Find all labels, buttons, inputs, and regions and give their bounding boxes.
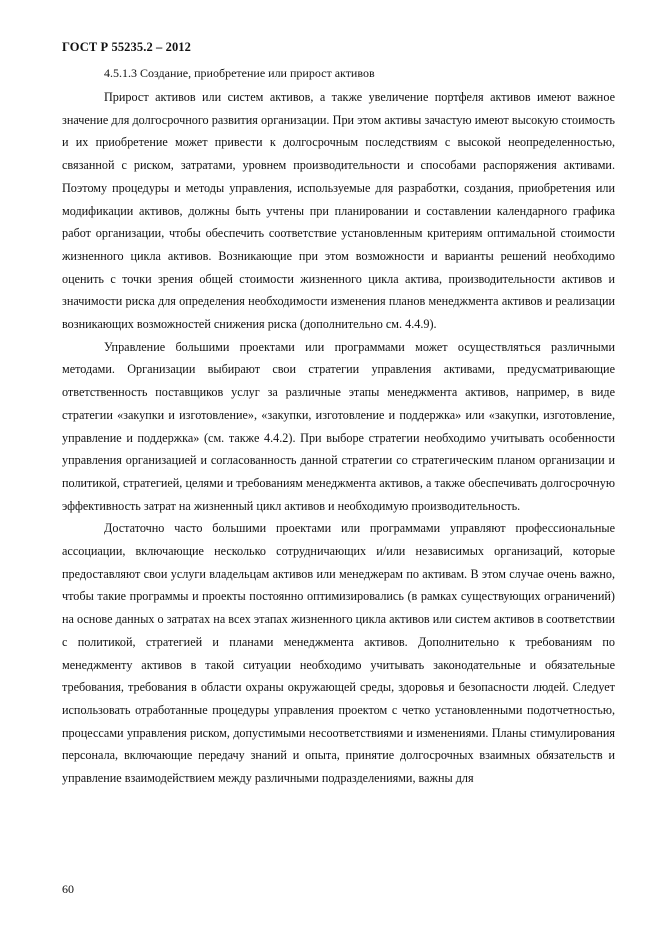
paragraph-3: Достаточно часто большими проектами или программами управляют профессиональные ассоциации, включающие несколько сотрудничающих и/или независимых организаций, которые предоставляют свои услуги владельцам активов или менеджерам по активам. В этом случае очень важно, чтобы такие программы и проекты постоянно оптимизировались (в рамках существующих ограничений) на основе данных о затратах на всех этапах жизненного цикла активов или систем активов в соответствии с политикой, стратегией и планами менеджмента активов. Дополнительно к требованиям по менеджменту активов в такой ситуации необходимо учитывать законодательные и обязательные требования, требования в области охраны окружающей среды, здоровья и безопасности людей. Следует использовать отработанные процедуры управления проектом с четко установленными подотчетностью, процессами управления риском, допустимыми несоответствиями и изменениями. Планы стимулирования персонала, включающие передачу знаний и опыта, принятие долгосрочных взаимных обязательств и управление взаимодействием между различными подразделениями, важны для <box>62 521 615 786</box>
document-header: ГОСТ Р 55235.2 – 2012 <box>62 40 191 54</box>
section-heading: 4.5.1.3 Создание, приобретение или прирост активов <box>104 66 375 80</box>
paragraph-2: Управление большими проектами или программами может осуществляться различными методами. Организации выбирают свои стратегии управления активами, предусматривающие ответственность поставщиков услуг за различные этапы менеджмента активов, например, в виде стратегии «закупки и изготовление», «закупки, изготовление и поддержка» или «закупки, изготовление, управление и поддержка» (см. также 4.4.2). При выборе стратегии необходимо учитывать особенности управления организацией и согласованность данной стратегии со стратегическим планом организации и политикой, стратегией, целями и требованиям менеджмента активов, а также обеспечивать долгосрочную эффективность затрат на жизненный цикл активов и необходимую производительность. <box>62 339 615 513</box>
page-number: 60 <box>62 882 74 896</box>
paragraph-1: Прирост активов или систем активов, а также увеличение портфеля активов имеют важное значение для долгосрочного развития организации. При этом активы зачастую имеют высокую стоимость и их приобретение может привести к долгосрочным последствиям с высокой неопределенностью, связанной с риском, затратами, уровнем производительности и способами распоряжения активами. Поэтому процедуры и методы управления, используемые для разработки, создания, приобретения или модификации активов, должны быть учтены при планировании и составлении календарного графика работ организации, чтобы обеспечить соответствие установленным критериям оптимальной стоимости жизненного цикла активов. Возникающие при этом возможности и варианты решений необходимо оценить с точки зрения общей стоимости жизненного цикла актива, производительности активов и значимости риска для определения необходимости изменения планов менеджмента активов и реализации возникающих возможностей снижения риска (дополнительно см. 4.4.9). <box>62 90 615 332</box>
body-text <box>62 86 615 790</box>
